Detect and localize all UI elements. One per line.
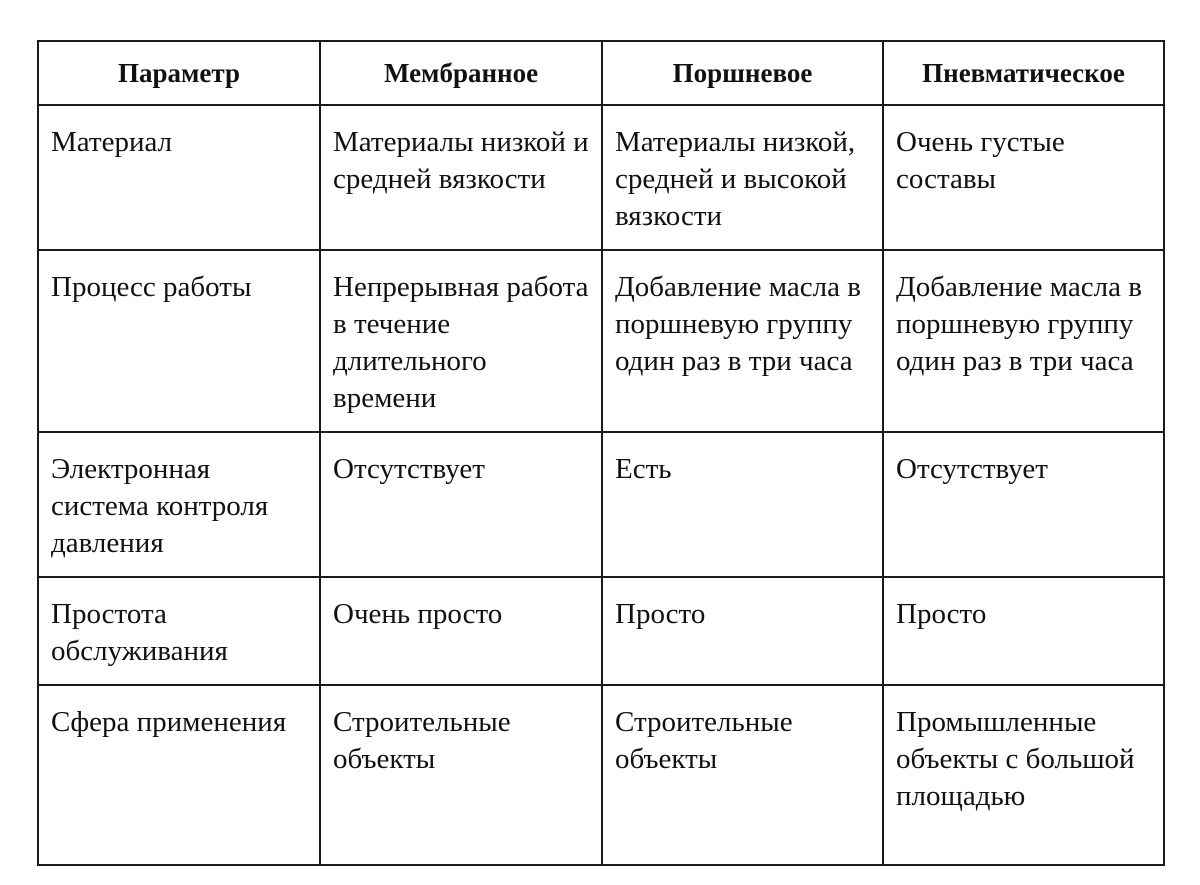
table-cell: Материалы низкой и средней вязкости	[320, 105, 602, 250]
table-cell: Отсутствует	[320, 432, 602, 577]
table-cell: Материал	[38, 105, 320, 250]
table-cell: Просто	[602, 577, 883, 685]
header-pneumatic: Пневматическое	[883, 41, 1164, 105]
table-cell: Электронная система контроля давления	[38, 432, 320, 577]
comparison-table	[37, 40, 1165, 866]
table-cell: Простота обслуживания	[38, 577, 320, 685]
table-cell: Промышленные объекты с большой площадью	[883, 685, 1164, 865]
header-parameter: Параметр	[38, 41, 320, 105]
table-row	[38, 105, 1164, 250]
header-membrane: Мембранное	[320, 41, 602, 105]
comparison-table-container	[37, 40, 1163, 866]
table-row	[38, 685, 1164, 865]
table-cell: Просто	[883, 577, 1164, 685]
table-header-row	[38, 41, 1164, 105]
table-cell: Есть	[602, 432, 883, 577]
table-cell: Строительные объекты	[602, 685, 883, 865]
table-cell: Очень просто	[320, 577, 602, 685]
table-cell: Отсутствует	[883, 432, 1164, 577]
table-row	[38, 250, 1164, 432]
table-cell: Очень густые составы	[883, 105, 1164, 250]
table-cell: Процесс работы	[38, 250, 320, 432]
table-row	[38, 432, 1164, 577]
table-cell: Добавление масла в поршневую группу один раз в три часа	[602, 250, 883, 432]
table-cell: Непрерывная работа в течение длительного времени	[320, 250, 602, 432]
table-cell: Строительные объекты	[320, 685, 602, 865]
table-cell: Добавление масла в поршневую группу один раз в три часа	[883, 250, 1164, 432]
table-row	[38, 577, 1164, 685]
header-piston: Поршневое	[602, 41, 883, 105]
table-cell: Сфера применения	[38, 685, 320, 865]
table-cell: Материалы низкой, средней и высокой вязкости	[602, 105, 883, 250]
